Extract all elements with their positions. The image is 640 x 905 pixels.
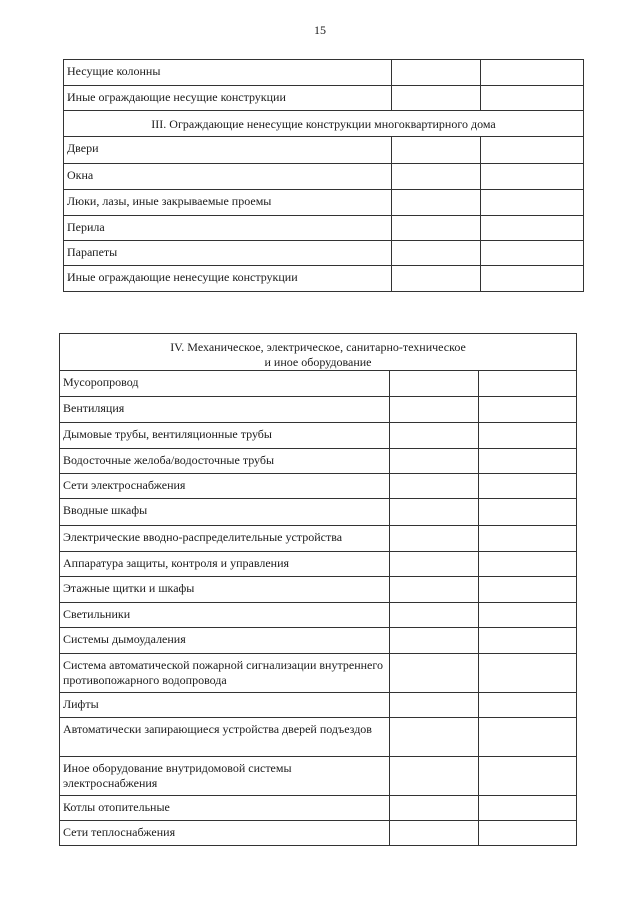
table-row [63, 164, 584, 190]
value-cell[interactable] [480, 60, 583, 85]
page-number: 15 [314, 23, 326, 37]
table-row [63, 190, 584, 216]
section-heading-3 [63, 111, 584, 137]
value-cell[interactable] [478, 397, 576, 422]
value-cell[interactable] [480, 164, 583, 189]
table-upper [63, 59, 584, 292]
table-row [59, 603, 577, 628]
value-cell[interactable] [478, 449, 576, 473]
table-row [59, 654, 577, 693]
table-row [59, 397, 577, 423]
row-label: Котлы отопительные [63, 800, 170, 814]
value-cell[interactable] [391, 86, 480, 110]
table-row [59, 821, 577, 846]
value-cell[interactable] [389, 693, 478, 717]
table-row [59, 499, 577, 526]
row-label: Двери [67, 141, 99, 155]
section-heading-3-text: III. Ограждающие ненесущие конструкции многоквартирного дома [151, 117, 496, 131]
row-label: Перила [67, 220, 105, 234]
table-row [59, 796, 577, 821]
value-cell[interactable] [478, 628, 576, 653]
row-label: Сети электроснабжения [63, 478, 186, 492]
value-cell[interactable] [389, 397, 478, 422]
table-row [63, 59, 584, 86]
value-cell[interactable] [391, 216, 480, 240]
value-cell[interactable] [480, 241, 583, 265]
table-row [59, 371, 577, 397]
value-cell[interactable] [391, 266, 480, 291]
table-row [59, 577, 577, 603]
value-cell[interactable] [480, 190, 583, 215]
value-cell[interactable] [389, 474, 478, 498]
table-row [59, 718, 577, 757]
table-row [63, 86, 584, 111]
value-cell[interactable] [389, 757, 478, 795]
row-label: Лифты [63, 697, 99, 711]
value-cell[interactable] [480, 137, 583, 163]
row-label: Мусоропровод [63, 375, 139, 389]
section-heading-4 [59, 333, 577, 371]
value-cell[interactable] [391, 60, 480, 85]
row-label: Автоматически запирающиеся устройства дверей подъездов [63, 722, 372, 736]
table-row [59, 474, 577, 499]
row-label: Системы дымоудаления [63, 632, 186, 646]
row-label: Несущие колонны [67, 64, 161, 78]
value-cell[interactable] [389, 499, 478, 525]
value-cell[interactable] [389, 371, 478, 396]
value-cell[interactable] [389, 577, 478, 602]
value-cell[interactable] [478, 526, 576, 551]
value-cell[interactable] [391, 241, 480, 265]
value-cell[interactable] [389, 603, 478, 627]
value-cell[interactable] [389, 718, 478, 756]
row-label: Вентиляция [63, 401, 125, 415]
table-row [63, 137, 584, 164]
row-label: Этажные щитки и шкафы [63, 581, 195, 595]
value-cell[interactable] [478, 821, 576, 845]
value-cell[interactable] [391, 164, 480, 189]
value-cell[interactable] [480, 86, 583, 110]
row-label: Окна [67, 168, 94, 182]
row-label: Иные ограждающие ненесущие конструкции [67, 270, 298, 284]
row-label: Сети теплоснабжения [63, 825, 176, 839]
row-label: Люки, лазы, иные закрываемые проемы [67, 194, 272, 208]
section-heading-4-line1: IV. Механическое, электрическое, санитарно-техническое [170, 340, 466, 354]
value-cell[interactable] [478, 693, 576, 717]
row-label: Иное оборудование внутридомовой системы электроснабжения [63, 761, 292, 790]
value-cell[interactable] [389, 423, 478, 448]
value-cell[interactable] [391, 137, 480, 163]
value-cell[interactable] [389, 449, 478, 473]
value-cell[interactable] [389, 628, 478, 653]
table-row [59, 552, 577, 577]
value-cell[interactable] [389, 526, 478, 551]
value-cell[interactable] [389, 821, 478, 845]
value-cell[interactable] [480, 266, 583, 291]
value-cell[interactable] [389, 796, 478, 820]
value-cell[interactable] [478, 718, 576, 756]
value-cell[interactable] [478, 552, 576, 576]
row-label: Вводные шкафы [63, 503, 148, 517]
value-cell[interactable] [478, 757, 576, 795]
row-label: Иные ограждающие несущие конструкции [67, 90, 286, 104]
table-lower [59, 333, 577, 846]
row-label: Водосточные желоба/водосточные трубы [63, 453, 275, 467]
value-cell[interactable] [391, 190, 480, 215]
value-cell[interactable] [478, 371, 576, 396]
table-row [63, 241, 584, 266]
table-row [59, 423, 577, 449]
row-label: Светильники [63, 607, 131, 621]
table-row [59, 526, 577, 552]
table-row [59, 628, 577, 654]
value-cell[interactable] [480, 216, 583, 240]
table-row [59, 757, 577, 796]
table-row [63, 216, 584, 241]
table-row [59, 693, 577, 718]
value-cell[interactable] [389, 552, 478, 576]
section-heading-4-line2: и иное оборудование [264, 355, 372, 369]
row-label: Аппаратура защиты, контроля и управления [63, 556, 290, 570]
row-label: Электрические вводно-распределительные устройства [63, 530, 343, 544]
value-cell[interactable] [478, 474, 576, 498]
value-cell[interactable] [478, 603, 576, 627]
value-cell[interactable] [478, 796, 576, 820]
value-cell[interactable] [478, 423, 576, 448]
row-label: Система автоматической пожарной сигнализации внутреннего противопожарного водопровода [63, 658, 383, 687]
row-label: Парапеты [67, 245, 118, 259]
value-cell[interactable] [389, 654, 478, 692]
table-row [59, 449, 577, 474]
value-cell[interactable] [478, 577, 576, 602]
value-cell[interactable] [478, 654, 576, 692]
table-row [63, 266, 584, 292]
value-cell[interactable] [478, 499, 576, 525]
row-label: Дымовые трубы, вентиляционные трубы [63, 427, 272, 441]
